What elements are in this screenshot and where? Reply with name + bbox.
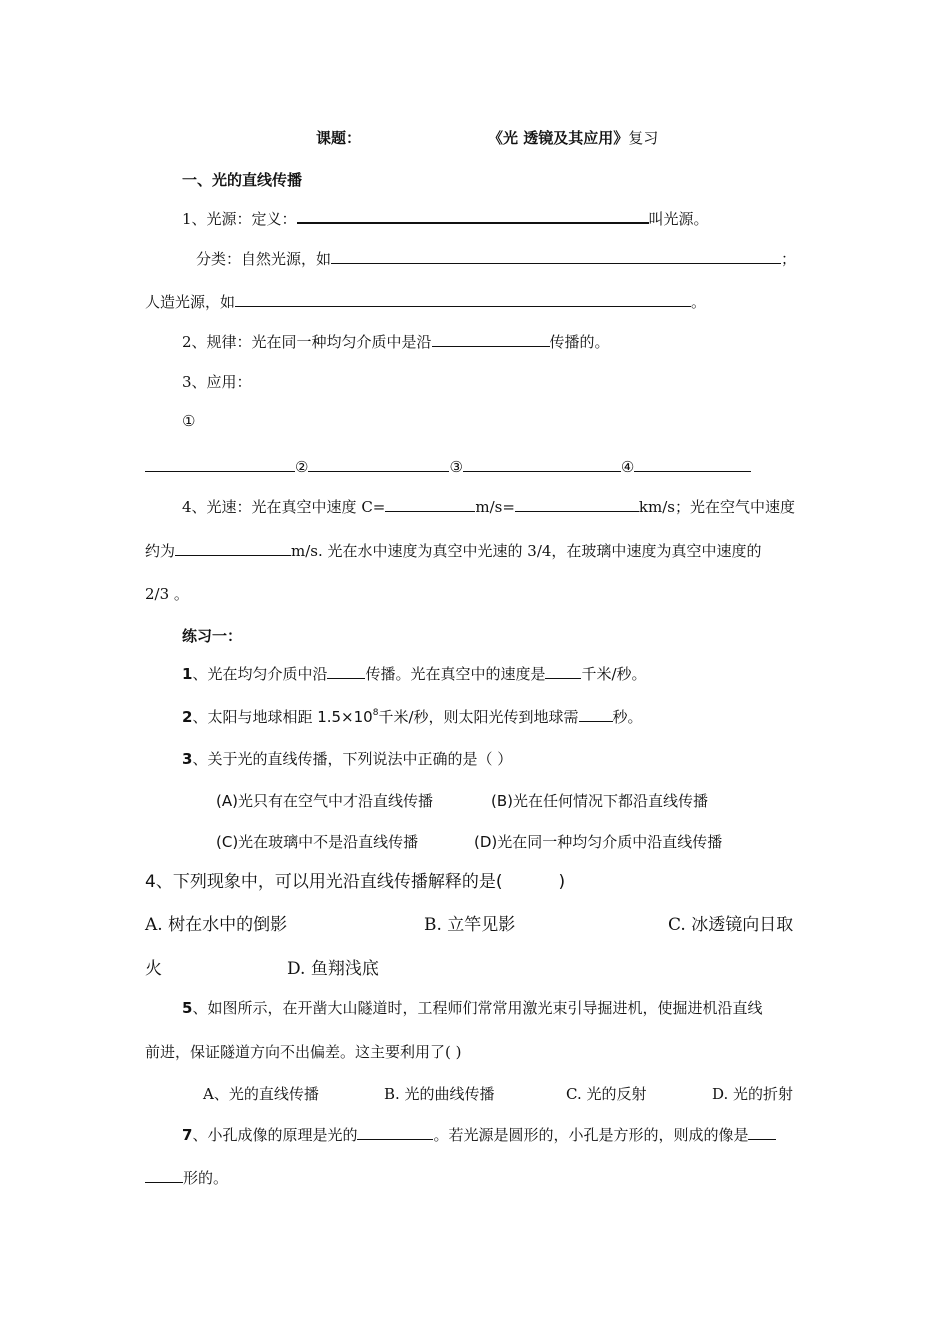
blank: [385, 496, 475, 512]
blank: [634, 456, 751, 472]
title-name: 《光 透镜及其应用》: [488, 129, 629, 147]
law-prefix: 2、规律：光在同一种均匀介质中是沿: [182, 333, 432, 351]
question-3: [182, 749, 512, 769]
blank: [545, 663, 581, 679]
q4-option-a: A. 树在水中的倒影: [145, 915, 288, 935]
q5-option-a: A、光的直线传播: [203, 1085, 319, 1103]
q5-option-c: C. 光的反射: [566, 1085, 647, 1103]
q3-option-d: (D)光在同一种均匀介质中沿直线传播: [474, 833, 723, 851]
title-prefix: 课题：: [316, 129, 362, 147]
blank: [357, 1124, 433, 1140]
blank: [327, 663, 365, 679]
classify-end: ；: [781, 250, 797, 268]
q7-text-b: 。若光源是圆形的，小孔是方形的，则成的像是: [433, 1126, 749, 1144]
blank: [308, 456, 449, 472]
q3-option-b: (B)光在任何情况下都沿直线传播: [491, 792, 708, 810]
blank: [463, 456, 621, 472]
question-1: [182, 663, 647, 684]
q7-text-a: 、小孔成像的原理是光的: [192, 1126, 358, 1144]
q2-superscript: 8: [372, 708, 379, 718]
q4-option-d: D. 鱼翔浅底: [287, 959, 379, 979]
question-4: [145, 871, 565, 893]
blank: [331, 248, 781, 264]
q3-number: 3: [182, 750, 193, 768]
application-heading: 3、应用：: [182, 373, 252, 391]
source-def-suffix: 叫光源。: [648, 210, 709, 228]
artificial-prefix: 人造光源，如: [145, 293, 236, 311]
title-suffix: 复习: [628, 129, 659, 147]
q4-option-c-cont: 火: [145, 959, 162, 979]
q2-text-b: 千米/秒，则太阳光传到地球需: [378, 708, 579, 726]
question-5-line-1: [182, 998, 762, 1018]
artificial-end: 。: [691, 293, 707, 311]
speed-text-e: m/s. 光在水中速度为真空中光速的 3/4，在玻璃中速度为真空中速度的: [291, 542, 762, 560]
q2-text-a: 、太阳与地球相距 1.5×10: [192, 708, 373, 726]
question-5-line-2: 前进，保证隧道方向不出偏差。这主要利用了( ): [145, 1043, 462, 1061]
blank: [235, 291, 691, 307]
blank: [432, 331, 550, 347]
light-speed-line-1: [182, 496, 795, 517]
blank: [297, 207, 649, 224]
application-mark-2: ②: [295, 458, 309, 476]
q2-number: 2: [182, 708, 193, 726]
application-mark-1: ①: [182, 412, 196, 430]
question-7-line-2: [145, 1167, 228, 1188]
q1-text-b: 传播。光在真空中的速度是: [365, 665, 546, 683]
source-classification: [196, 248, 796, 269]
q5-number: 5: [182, 999, 193, 1017]
q3-option-c: (C)光在玻璃中不是沿直线传播: [216, 833, 419, 851]
q4-close: ): [558, 872, 566, 892]
speed-text-b: m/s=: [475, 498, 515, 516]
q7-text-c: 形的。: [183, 1169, 229, 1187]
q7-number: 7: [182, 1126, 193, 1144]
q4-option-c: C. 冰透镜向日取: [668, 915, 794, 935]
light-speed-line-3: 2/3 。: [145, 585, 189, 603]
q2-text-c: 秒。: [612, 708, 643, 726]
source-definition: [182, 207, 709, 229]
section-heading: 一、光的直线传播: [182, 171, 303, 189]
application-blanks: [145, 456, 751, 477]
page-title: [488, 128, 658, 148]
q3-option-a: (A)光只有在空气中才沿直线传播: [216, 792, 433, 810]
blank: [145, 456, 295, 472]
question-7-line-1: [182, 1124, 776, 1145]
speed-text-d: 约为: [145, 542, 176, 560]
q1-text-c: 千米/秒。: [581, 665, 647, 683]
application-mark-4: ④: [620, 458, 635, 476]
q1-text-a: 、光在均匀介质中沿: [192, 665, 328, 683]
blank: [515, 496, 639, 512]
q1-number: 1: [182, 665, 193, 683]
q5-option-d: D. 光的折射: [712, 1085, 794, 1103]
question-2: [182, 706, 643, 727]
source-def-prefix: 1、光源：定义：: [182, 210, 297, 228]
light-speed-line-2: [145, 540, 761, 561]
blank: [175, 540, 291, 556]
q4-text: 4、下列现象中，可以用光沿直线传播解释的是(: [145, 872, 503, 892]
law: [182, 331, 610, 352]
exercise-heading: 练习一：: [182, 627, 243, 645]
law-suffix: 传播的。: [549, 333, 610, 351]
blank: [145, 1167, 183, 1183]
blank: [579, 706, 613, 722]
blank: [748, 1124, 776, 1140]
application-mark-3: ③: [449, 458, 463, 476]
q3-text: 、关于光的直线传播，下列说法中正确的是（ ）: [192, 750, 513, 768]
q5-text-1: 、如图所示，在开凿大山隧道时，工程师们常常用激光束引导掘进机，使掘进机沿直线: [192, 999, 763, 1017]
q5-option-b: B. 光的曲线传播: [384, 1085, 495, 1103]
speed-text-a: 4、光速：光在真空中速度 C=: [182, 498, 386, 516]
classify-prefix: 分类：自然光源，如: [196, 250, 332, 268]
speed-text-c: km/s；光在空气中速度: [638, 498, 795, 516]
q4-option-b: B. 立竿见影: [424, 915, 516, 935]
artificial-source: [145, 291, 706, 312]
